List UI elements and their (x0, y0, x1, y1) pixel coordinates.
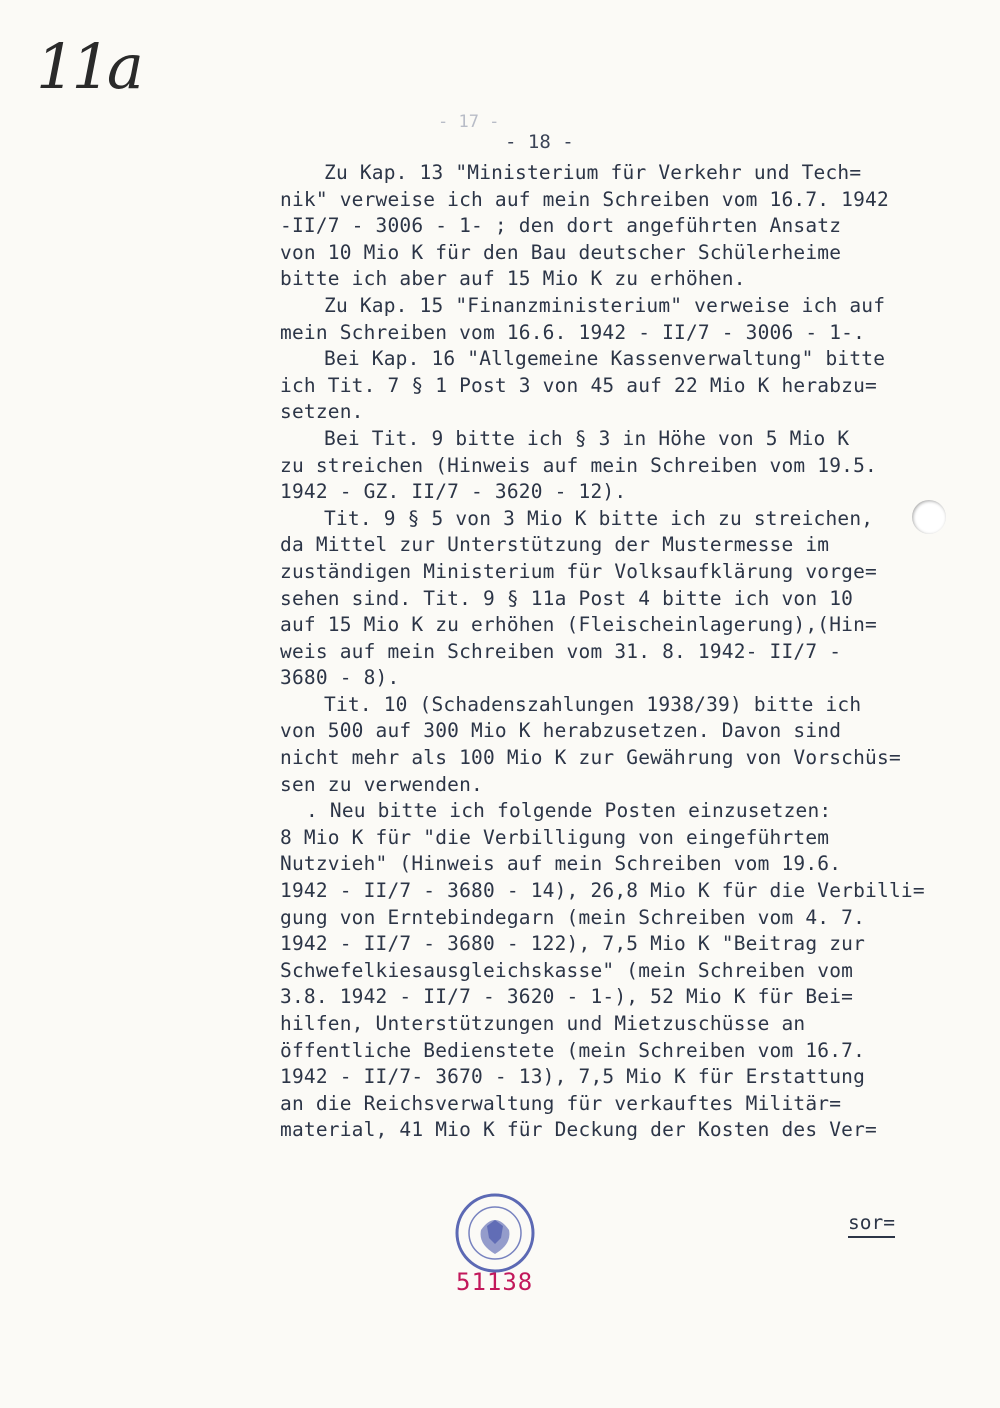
text-line: da Mittel zur Unterstützung der Mustermesse im (280, 533, 830, 557)
previous-page-marker: - 17 - (438, 112, 500, 132)
text-line: hilfen, Unterstützungen und Mietzuschüsse an (280, 1012, 806, 1035)
text-line: Tit. 9 § 5 von 3 Mio K bitte ich zu streichen, (324, 506, 874, 530)
text-line: mein Schreiben vom 16.6. 1942 - II/7 - 3006 - 1-. (280, 320, 866, 344)
text-line: Schwefelkiesausgleichskasse" (mein Schreiben vom (280, 958, 854, 982)
ministry-archive-stamp-icon (454, 1192, 536, 1274)
catchword: sor= (848, 1211, 895, 1238)
text-line: öffentliche Bedienstete (mein Schreiben vom 16.7. (280, 1038, 866, 1062)
text-line: 1942 - II/7 - 3680 - 122), 7,5 Mio K "Beitrag zur (280, 932, 866, 956)
text-line: 3.8. 1942 - II/7 - 3620 - 1-), 52 Mio K für Bei= (280, 985, 854, 1009)
text-line: 8 Mio K für "die Verbilligung von eingeführtem (280, 825, 830, 849)
text-line: zuständigen Ministerium für Volksaufklärung vorge= (280, 559, 877, 583)
archive-number: 51138 (456, 1268, 534, 1296)
text-line: 1942 - GZ. II/7 - 3620 - 12). (280, 480, 627, 504)
handwritten-page-note: 11a (36, 30, 140, 103)
text-line: zu streichen (Hinweis auf mein Schreiben vom 19.5. (280, 453, 877, 477)
text-line: von 500 auf 300 Mio K herabzusetzen. Davon sind (280, 719, 842, 743)
text-line: 3680 - 8). (280, 666, 400, 690)
text-line: -II/7 - 3006 - 1- ; den dort angeführten Ansatz (280, 214, 842, 238)
text-line: nik" verweise ich auf mein Schreiben vom 16.7. 1942 (280, 187, 889, 211)
text-line: sehen sind. Tit. 9 § 11a Post 4 bitte ich von 10 (280, 586, 854, 610)
text-line: sen zu verwenden. (280, 772, 483, 796)
typed-body-text (280, 160, 940, 1144)
text-line: Bei Kap. 16 "Allgemeine Kassenverwaltung" bitte (324, 347, 886, 371)
text-line: nicht mehr als 100 Mio K zur Gewährung von Vorschüs= (280, 746, 901, 770)
text-line: 1942 - II/7- 3670 - 13), 7,5 Mio K für Erstattung (280, 1065, 866, 1089)
text-line: setzen. (280, 400, 364, 424)
text-line: gung von Erntebindegarn (mein Schreiben vom 4. 7. (280, 905, 866, 929)
text-line: bitte ich aber auf 15 Mio K zu erhöhen. (280, 267, 746, 291)
text-line: Zu Kap. 13 "Ministerium für Verkehr und Tech= (324, 161, 862, 184)
text-line: auf 15 Mio K zu erhöhen (Fleischeinlagerung),(Hin= (280, 613, 877, 637)
page-number: - 18 - (505, 131, 574, 153)
text-line: . Neu bitte ich folgende Posten einzusetzen: (306, 799, 832, 823)
text-line: 1942 - II/7 - 3680 - 14), 26,8 Mio K für die Verbilli= (280, 879, 925, 903)
text-line: weis auf mein Schreiben vom 31. 8. 1942- II/7 - (280, 639, 842, 663)
text-line: material, 41 Mio K für Deckung der Kosten des Ver= (280, 1118, 877, 1142)
text-line: von 10 Mio K für den Bau deutscher Schülerheime (280, 240, 842, 264)
text-line: Zu Kap. 15 "Finanzministerium" verweise ich auf (324, 293, 886, 317)
text-line: Tit. 10 (Schadenszahlungen 1938/39) bitte ich (324, 692, 862, 716)
text-line: an die Reichsverwaltung für verkauftes Militär= (280, 1091, 842, 1115)
text-line: ich Tit. 7 § 1 Post 3 von 45 auf 22 Mio K herabzu= (280, 373, 877, 397)
text-line: Bei Tit. 9 bitte ich § 3 in Höhe von 5 Mio K (324, 426, 850, 450)
text-line: Nutzvieh" (Hinweis auf mein Schreiben vom 19.6. (280, 852, 842, 876)
